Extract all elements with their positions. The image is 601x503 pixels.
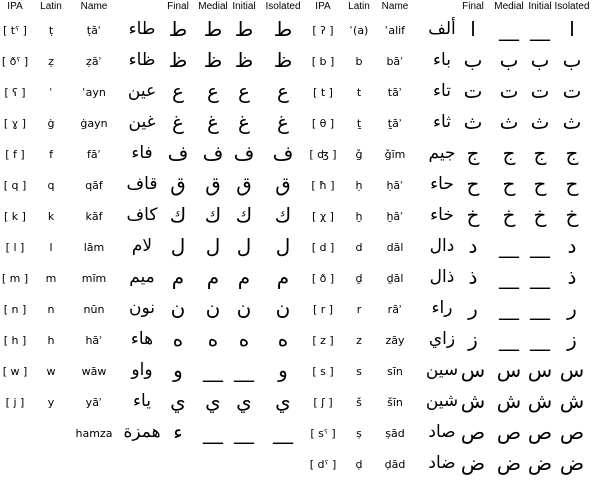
right-initial-form: ث	[530, 110, 550, 134]
left-ipa-cell: [ ʕ ]	[4, 86, 26, 99]
left-isolated-form: غ	[277, 110, 289, 134]
left-latin-cell: ṭ	[48, 24, 54, 37]
right-name-cell: tāʾ	[387, 86, 403, 99]
right-name-cell: šīn	[387, 396, 403, 409]
left-arabic-name-cell: ميم	[129, 267, 155, 287]
right-name-cell: dāl	[386, 241, 404, 254]
left-final-form: ق	[170, 172, 186, 196]
left-initial-form: ل	[236, 234, 252, 258]
right-name-cell: bāʾ	[386, 55, 404, 68]
right-initial-form: خ	[533, 203, 547, 227]
left-arabic-name-cell: كاف	[126, 205, 158, 225]
right-name-cell: ḥāʾ	[386, 179, 404, 192]
right-latin-cell: ḥ	[355, 179, 363, 192]
left-header-name: Name	[80, 1, 108, 12]
left-final-form: ه	[172, 327, 184, 351]
left-medial-form: ف	[202, 141, 224, 165]
left-latin-cell: k	[47, 210, 55, 223]
right-medial-form: ب	[499, 48, 519, 72]
left-latin-cell: w	[46, 365, 56, 378]
left-final-form: ط	[168, 17, 188, 41]
left-initial-form: غ	[238, 110, 250, 134]
right-name-cell: ʾalif	[384, 24, 406, 37]
left-final-form: ء	[173, 420, 183, 444]
right-latin-cell: ḏ	[355, 272, 363, 285]
right-ipa-cell: [ b ]	[311, 55, 335, 68]
right-medial-form: ت	[499, 79, 519, 103]
left-isolated-form: ك	[274, 203, 292, 227]
right-arabic-name-cell: سين	[425, 360, 459, 380]
right-final-form: ا	[470, 17, 476, 41]
right-header-isolated: Isolated	[554, 1, 590, 12]
left-arabic-name-cell: غين	[128, 112, 156, 132]
right-arabic-name-cell: شين	[425, 391, 459, 411]
right-name-cell: ḏāl	[386, 272, 404, 285]
left-medial-form: ه	[207, 327, 219, 351]
right-latin-cell: r	[356, 303, 362, 316]
left-initial-form: ع	[238, 79, 250, 103]
right-arabic-name-cell: دال	[429, 236, 455, 256]
right-final-form: ز	[468, 327, 478, 351]
right-isolated-form: ر	[567, 296, 577, 320]
left-initial-form: __	[234, 420, 254, 444]
right-ipa-cell: [ ð ]	[311, 272, 335, 285]
left-final-form: غ	[172, 110, 184, 134]
right-latin-cell: ǧ	[355, 148, 363, 161]
left-medial-form: ل	[205, 234, 221, 258]
left-isolated-form: ط	[273, 17, 293, 41]
right-isolated-form: ث	[562, 110, 582, 134]
left-initial-form: ن	[236, 296, 252, 320]
left-arabic-name-cell: ياء	[133, 391, 151, 411]
right-isolated-form: ج	[565, 141, 579, 165]
left-latin-cell: n	[47, 303, 55, 316]
right-ipa-cell: [ z ]	[312, 334, 334, 347]
right-name-cell: zāy	[385, 334, 405, 347]
right-ipa-cell: [ r ]	[312, 303, 334, 316]
left-ipa-cell: [ j ]	[5, 396, 25, 409]
right-isolated-form: س	[559, 358, 585, 382]
right-ipa-cell: [ d ]	[311, 241, 335, 254]
right-final-form: ح	[466, 172, 480, 196]
left-arabic-name-cell: ظاء	[128, 50, 156, 70]
right-header-latin: Latin	[348, 1, 370, 12]
right-ipa-cell: [ sˤ ]	[310, 427, 336, 440]
right-ipa-cell: [ χ ]	[312, 210, 334, 223]
right-latin-cell: ṣ	[356, 427, 362, 440]
left-final-form: ف	[167, 141, 189, 165]
left-latin-cell: h	[47, 334, 55, 347]
right-final-form: ص	[460, 420, 486, 444]
right-ipa-cell: [ s ]	[312, 365, 334, 378]
right-name-cell: sīn	[387, 365, 403, 378]
right-final-form: ث	[463, 110, 483, 134]
left-isolated-form: و	[278, 358, 288, 382]
right-medial-form: ث	[499, 110, 519, 134]
left-medial-form: ك	[204, 203, 222, 227]
left-final-form: و	[173, 358, 183, 382]
right-final-form: ش	[460, 389, 486, 413]
left-header-initial: Initial	[232, 1, 256, 12]
left-latin-cell: l	[49, 241, 53, 254]
left-ipa-cell: [ ɣ ]	[3, 117, 27, 130]
right-name-cell: rāʾ	[387, 303, 403, 316]
left-final-form: ل	[170, 234, 186, 258]
right-initial-form: ض	[527, 451, 553, 475]
left-initial-form: ف	[233, 141, 255, 165]
right-isolated-form: ذ	[567, 265, 577, 289]
right-ipa-cell: [ θ ]	[311, 117, 335, 130]
left-latin-cell: y	[47, 396, 55, 409]
right-arabic-name-cell: ضاد	[428, 453, 456, 473]
right-isolated-form: ض	[559, 451, 585, 475]
right-final-form: د	[468, 234, 478, 258]
right-medial-form: __	[499, 17, 519, 41]
right-final-form: س	[460, 358, 486, 382]
right-medial-form: س	[496, 358, 522, 382]
left-isolated-form: ن	[275, 296, 291, 320]
right-latin-cell: ḫ	[355, 210, 363, 223]
right-ipa-cell: [ dˤ ]	[309, 458, 337, 471]
left-header-isolated: Isolated	[265, 1, 301, 12]
left-isolated-form: ع	[277, 79, 289, 103]
right-medial-form: ش	[496, 389, 522, 413]
left-isolated-form: ف	[272, 141, 294, 165]
right-isolated-form: ش	[559, 389, 585, 413]
left-arabic-name-cell: لام	[131, 236, 153, 256]
right-arabic-name-cell: راء	[431, 298, 453, 318]
right-initial-form: ج	[533, 141, 547, 165]
left-name-cell: ẓāʾ	[86, 55, 102, 68]
left-name-cell: hāʾ	[85, 334, 103, 347]
left-name-cell: wāw	[81, 365, 107, 378]
right-name-cell: ḫāʾ	[386, 210, 404, 223]
left-arabic-name-cell: فاء	[131, 143, 153, 163]
left-medial-form: ق	[205, 172, 221, 196]
right-latin-cell: ʾ(a)	[349, 24, 369, 37]
left-initial-form: م	[237, 265, 251, 289]
right-final-form: ب	[463, 48, 483, 72]
left-ipa-cell: [ ðˤ ]	[1, 55, 29, 68]
right-final-form: ض	[460, 451, 486, 475]
right-arabic-name-cell: زاي	[428, 329, 456, 349]
right-latin-cell: d	[355, 241, 363, 254]
right-initial-form: __	[530, 296, 550, 320]
left-header-ipa: IPA	[7, 1, 23, 12]
right-initial-form: __	[530, 327, 550, 351]
left-initial-form: ك	[235, 203, 253, 227]
right-medial-form: __	[499, 265, 519, 289]
left-isolated-form: __	[273, 420, 293, 444]
right-header-final: Final	[462, 1, 484, 12]
left-initial-form: ي	[236, 389, 252, 413]
right-isolated-form: ا	[569, 17, 575, 41]
right-final-form: ت	[463, 79, 483, 103]
right-arabic-name-cell: ذال	[429, 267, 455, 287]
right-arabic-name-cell: حاء	[430, 174, 454, 194]
left-final-form: ن	[170, 296, 186, 320]
left-initial-form: ظ	[234, 48, 254, 72]
left-isolated-form: م	[276, 265, 290, 289]
right-header-medial: Medial	[494, 1, 524, 12]
left-arabic-name-cell: نون	[129, 298, 155, 318]
left-arabic-name-cell: واو	[131, 360, 153, 380]
right-name-cell: ṯāʾ	[387, 117, 403, 130]
right-ipa-cell: [ ʔ ]	[312, 24, 334, 37]
left-name-cell: yāʾ	[85, 396, 103, 409]
left-arabic-name-cell: عين	[127, 81, 157, 101]
left-ipa-cell: [ w ]	[2, 365, 28, 378]
right-latin-cell: b	[355, 55, 363, 68]
left-medial-form: غ	[207, 110, 219, 134]
left-final-form: ك	[169, 203, 187, 227]
right-arabic-name-cell: جيم	[428, 143, 456, 163]
right-ipa-cell: [ ʃ ]	[313, 396, 333, 409]
left-ipa-cell: [ k ]	[4, 210, 26, 223]
left-isolated-form: ظ	[273, 48, 293, 72]
right-latin-cell: s	[356, 365, 362, 378]
right-initial-form: ت	[530, 79, 550, 103]
right-initial-form: __	[530, 17, 550, 41]
left-latin-cell: ẓ	[48, 55, 54, 68]
right-initial-form: ب	[530, 48, 550, 72]
left-latin-cell: q	[47, 179, 55, 192]
right-initial-form: ح	[533, 172, 547, 196]
left-name-cell: ṭāʾ	[86, 24, 102, 37]
right-medial-form: ح	[502, 172, 516, 196]
right-isolated-form: ز	[567, 327, 577, 351]
left-medial-form: __	[203, 358, 223, 382]
right-arabic-name-cell: تاء	[433, 81, 451, 101]
left-latin-cell: ʿ	[49, 86, 53, 99]
left-ipa-cell: [ q ]	[3, 179, 27, 192]
right-medial-form: خ	[502, 203, 516, 227]
right-medial-form: __	[499, 234, 519, 258]
left-ipa-cell: [ tˤ ]	[3, 24, 27, 37]
right-arabic-name-cell: صاد	[428, 422, 456, 442]
left-initial-form: ق	[236, 172, 252, 196]
left-isolated-form: ق	[275, 172, 291, 196]
right-initial-form: __	[530, 234, 550, 258]
left-name-cell: fāʾ	[87, 148, 101, 161]
right-arabic-name-cell: ألف	[428, 19, 456, 39]
right-isolated-form: ت	[562, 79, 582, 103]
right-name-cell: ṣād	[385, 427, 405, 440]
left-latin-cell: m	[45, 272, 57, 285]
right-latin-cell: š	[356, 396, 362, 409]
left-ipa-cell: [ n ]	[3, 303, 27, 316]
right-isolated-form: د	[567, 234, 577, 258]
left-name-cell: qāf	[85, 179, 103, 192]
right-medial-form: ص	[496, 420, 522, 444]
right-medial-form: __	[499, 327, 519, 351]
left-medial-form: م	[206, 265, 220, 289]
right-header-initial: Initial	[528, 1, 552, 12]
right-medial-form: ج	[502, 141, 516, 165]
right-final-form: خ	[466, 203, 480, 227]
right-final-form: ذ	[468, 265, 478, 289]
left-latin-cell: f	[49, 148, 53, 161]
left-isolated-form: ل	[275, 234, 291, 258]
left-header-latin: Latin	[40, 1, 62, 12]
left-name-cell: hamza	[75, 427, 113, 440]
left-arabic-name-cell: طاء	[128, 19, 156, 39]
left-ipa-cell: [ f ]	[5, 148, 25, 161]
left-name-cell: ʿayn	[82, 86, 106, 99]
left-medial-form: ظ	[203, 48, 223, 72]
right-initial-form: ش	[527, 389, 553, 413]
left-medial-form: ع	[207, 79, 219, 103]
left-arabic-name-cell: قاف	[126, 174, 158, 194]
left-final-form: م	[171, 265, 185, 289]
left-name-cell: nūn	[83, 303, 105, 316]
left-header-medial: Medial	[198, 1, 228, 12]
left-final-form: ظ	[168, 48, 188, 72]
left-arabic-name-cell: هاء	[130, 329, 154, 349]
right-ipa-cell: [ t ]	[313, 86, 333, 99]
left-isolated-form: ه	[277, 327, 289, 351]
left-initial-form: __	[234, 358, 254, 382]
left-initial-form: ط	[234, 17, 254, 41]
left-ipa-cell: [ h ]	[3, 334, 27, 347]
right-initial-form: ص	[527, 420, 553, 444]
left-name-cell: ġayn	[80, 117, 108, 130]
right-initial-form: س	[527, 358, 553, 382]
left-medial-form: ي	[205, 389, 221, 413]
right-initial-form: __	[530, 265, 550, 289]
left-medial-form: ط	[203, 17, 223, 41]
right-latin-cell: ṯ	[356, 117, 362, 130]
right-final-form: ر	[468, 296, 478, 320]
right-ipa-cell: [ ħ ]	[311, 179, 335, 192]
right-arabic-name-cell: باء	[433, 50, 451, 70]
left-medial-form: ن	[205, 296, 221, 320]
right-medial-form: __	[499, 296, 519, 320]
right-isolated-form: خ	[565, 203, 579, 227]
right-isolated-form: ص	[559, 420, 585, 444]
right-isolated-form: ب	[562, 48, 582, 72]
left-medial-form: __	[203, 420, 223, 444]
right-arabic-name-cell: ثاء	[433, 112, 451, 132]
right-header-ipa: IPA	[315, 1, 331, 12]
right-name-cell: ḍād	[384, 458, 406, 471]
right-latin-cell: z	[356, 334, 362, 347]
right-ipa-cell: [ ʤ ]	[309, 148, 337, 161]
right-final-form: ج	[466, 141, 480, 165]
left-name-cell: kāf	[85, 210, 103, 223]
right-latin-cell: ḍ	[355, 458, 363, 471]
right-medial-form: ض	[496, 451, 522, 475]
right-arabic-name-cell: خاء	[430, 205, 454, 225]
left-header-final: Final	[167, 1, 189, 12]
left-final-form: ي	[170, 389, 186, 413]
left-arabic-name-cell: همزة	[123, 422, 161, 442]
right-latin-cell: t	[356, 86, 362, 99]
right-name-cell: ǧīm	[384, 148, 406, 161]
left-name-cell: mīm	[81, 272, 107, 285]
right-isolated-form: ح	[565, 172, 579, 196]
left-isolated-form: ي	[275, 389, 291, 413]
left-ipa-cell: [ m ]	[1, 272, 29, 285]
left-latin-cell: ġ	[47, 117, 55, 130]
left-final-form: ع	[172, 79, 184, 103]
left-name-cell: lām	[83, 241, 105, 254]
right-header-name: Name	[381, 1, 409, 12]
left-ipa-cell: [ l ]	[5, 241, 25, 254]
left-initial-form: ه	[238, 327, 250, 351]
